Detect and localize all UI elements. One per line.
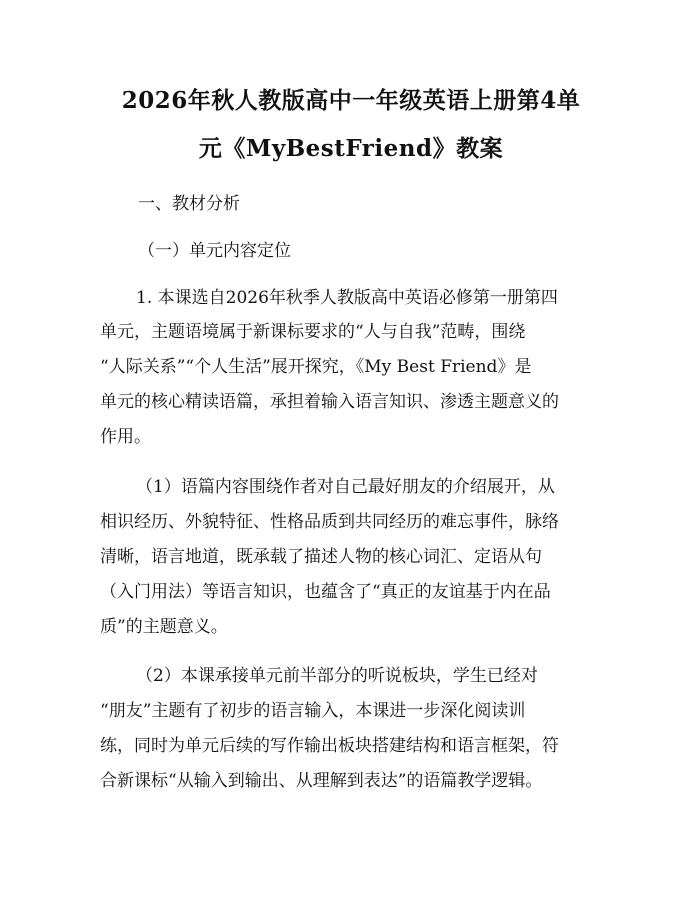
paragraph-1-line-3: “人际关系”“个人生活”展开探究，《My Best Friend》是 <box>100 357 532 377</box>
paragraph-3-line-2: “朋友”主题有了初步的语言输入，本课进一步深化阅读训 <box>100 701 526 721</box>
document-title-line-1: 2026年秋人教版高中一年级英语上册第4单 <box>121 87 581 114</box>
paragraph-3-line-1: （2）本课承接单元前半部分的听说板块，学生已经对 <box>136 666 538 686</box>
paragraph-2-line-2: 相识经历、外貌特征、性格品质到共同经历的难忘事件，脉络 <box>100 512 559 532</box>
document-title-line-2: 元《MyBestFriend》教案 <box>198 135 504 162</box>
section-heading: 一、教材分析 <box>138 194 240 214</box>
paragraph-1-line-5: 作用。 <box>100 427 151 447</box>
paragraph-2-line-1: （1）语篇内容围绕作者对自己最好朋友的介绍展开，从 <box>136 477 555 497</box>
paragraph-2-line-4: （入门用法）等语言知识，也蕴含了“真正的友谊基于内在品 <box>100 582 551 602</box>
paragraph-2-line-3: 清晰，语言地道，既承载了描述人物的核心词汇、定语从句 <box>100 547 542 567</box>
paragraph-1-line-1: 1. 本课选自2026年秋季人教版高中英语必修第一册第四 <box>136 288 558 308</box>
paragraph-3-line-4: 合新课标“从输入到输出、从理解到表达”的语篇教学逻辑。 <box>100 771 543 791</box>
paragraph-3-line-3: 练，同时为单元后续的写作输出板块搭建结构和语言框架，符 <box>100 736 559 756</box>
paragraph-1-line-4: 单元的核心精读语篇，承担着输入语言知识、渗透主题意义的 <box>100 392 559 412</box>
paragraph-2-line-5: 质”的主题意义。 <box>100 617 228 637</box>
subsection-heading: （一）单元内容定位 <box>138 241 291 261</box>
paragraph-1-line-2: 单元，主题语境属于新课标要求的“人与自我”范畴，围绕 <box>100 322 526 342</box>
